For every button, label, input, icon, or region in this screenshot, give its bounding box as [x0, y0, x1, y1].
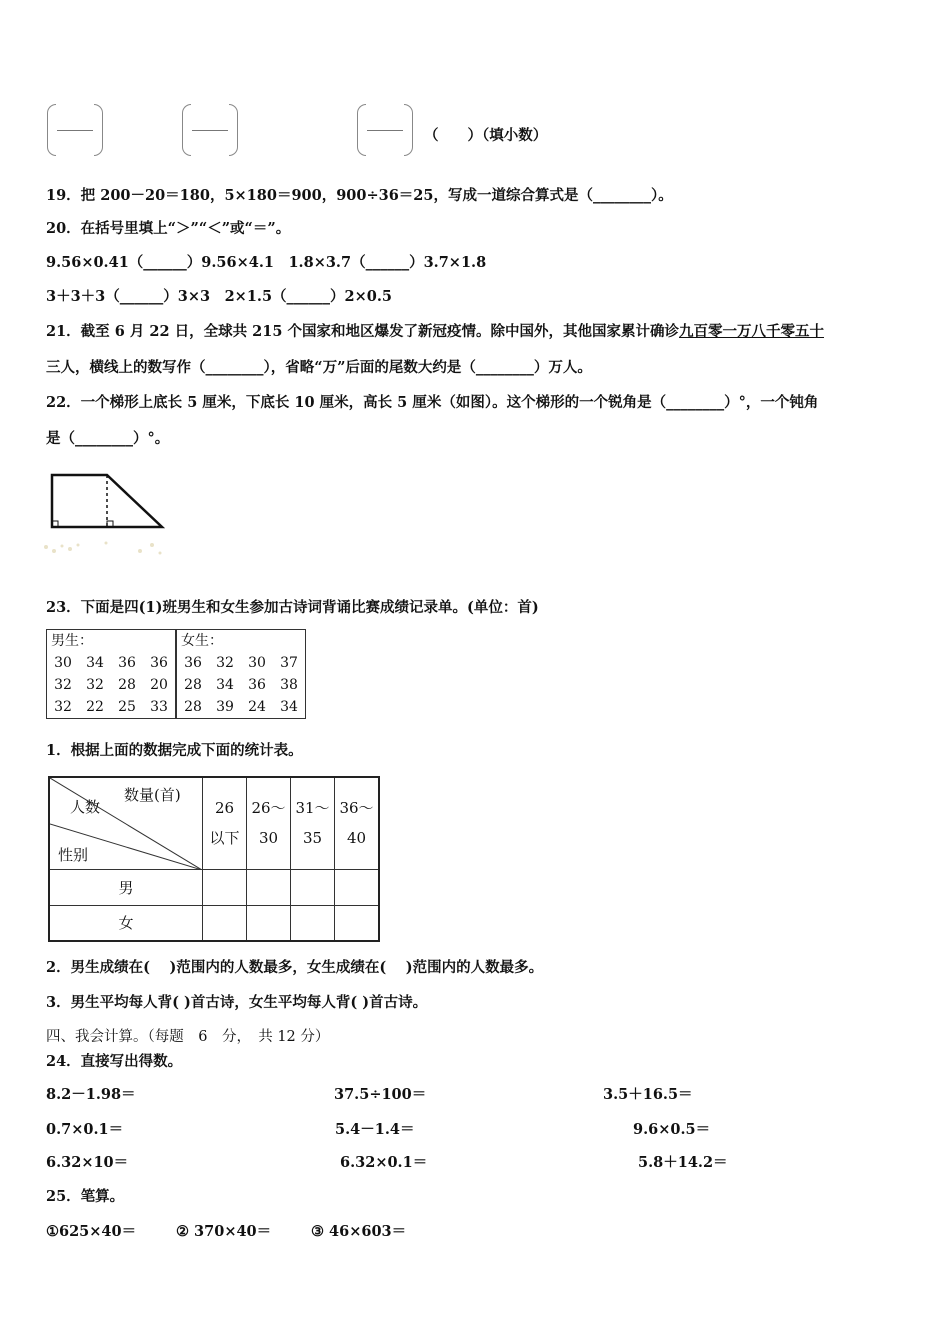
written-calc-item: ③ 46×603＝: [311, 1223, 407, 1240]
girls-label: 女生：: [176, 630, 306, 653]
girl-score: 34: [273, 696, 306, 719]
q20-title: 20．在括号里填上“＞”“＜”或“＝”。: [46, 220, 291, 237]
q23-sub1: 1．根据上面的数据完成下面的统计表。: [46, 742, 303, 759]
boy-score: 34: [86, 655, 104, 671]
written-calc-item: ② 370×40＝: [176, 1223, 272, 1240]
q20-line1: 9.56×0.41（______）9.56×4.1 1.8×3.7（______）3.7×1.8: [46, 254, 487, 271]
boy-score: 33: [143, 696, 176, 719]
answer-cell[interactable]: [291, 905, 335, 941]
calc-item: 6.32×0.1＝: [340, 1154, 428, 1171]
column-header: 26 以下: [203, 777, 247, 869]
calc-item: 8.2－1.98＝: [46, 1086, 136, 1103]
girl-score: 34: [216, 677, 234, 693]
q18-tail: （ ）（填小数）: [424, 127, 548, 144]
answer-cell[interactable]: [335, 905, 380, 941]
answer-cell[interactable]: [247, 905, 291, 941]
q21-line2: 三人，横线上的数写作（________），省略“万”后面的尾数大约是（________）万人。: [46, 359, 592, 376]
boy-score: 32: [47, 696, 80, 719]
column-header: 31～ 35: [291, 777, 335, 869]
boy-score: 32: [86, 677, 104, 693]
column-header: 36～ 40: [335, 777, 380, 869]
boy-score: 36: [118, 655, 136, 671]
row-label-male: 男: [49, 869, 203, 905]
boy-score: 20: [143, 674, 176, 696]
girl-score: 37: [273, 652, 306, 674]
diagonal-header-cell: [49, 777, 203, 869]
row-label-female: 女: [49, 905, 203, 941]
column-header: 26～ 30: [247, 777, 291, 869]
q24-title: 24．直接写出得数。: [46, 1053, 183, 1070]
score-record-table: [46, 629, 306, 719]
answer-cell[interactable]: [203, 905, 247, 941]
boys-label: 男生：: [47, 630, 177, 653]
section-four-title: 四、我会计算。（每题 6 分， 共 12 分）: [46, 1029, 330, 1045]
calc-item: 37.5÷100＝: [334, 1086, 427, 1103]
girl-score: 30: [248, 655, 266, 671]
corner-label-gender: 性别: [58, 846, 89, 864]
calc-item: 5.8＋14.2＝: [638, 1154, 728, 1171]
q23-title: 23．下面是四(1)班男生和女生参加古诗词背诵比赛成绩记录单。(单位：首): [46, 599, 539, 616]
calc-item: 5.4－1.4＝: [335, 1121, 415, 1138]
answer-cell[interactable]: [247, 869, 291, 905]
q21-line1: [46, 322, 824, 342]
answer-cell[interactable]: [203, 869, 247, 905]
boy-score: 36: [143, 652, 176, 674]
q19-text: 19．把 200－20＝180，5×180＝900，900÷36＝25，写成一道综合算式是（________）。: [46, 187, 673, 204]
calc-item: 9.6×0.5＝: [633, 1121, 711, 1138]
q22-line2: 是（________）°。: [46, 430, 170, 447]
girl-score: 39: [209, 696, 241, 719]
boy-score: 28: [118, 677, 136, 693]
girl-score: 28: [184, 677, 202, 693]
calc-item: 3.5＋16.5＝: [603, 1086, 693, 1103]
girl-score: 36: [184, 655, 202, 671]
answer-cell[interactable]: [291, 869, 335, 905]
fraction-blank-1: [47, 104, 103, 156]
q23-sub3: 3．男生平均每人背( )首古诗，女生平均每人背( )首古诗。: [46, 994, 428, 1011]
fraction-blank-2: [182, 104, 238, 156]
girl-score: 28: [176, 696, 209, 719]
calc-item: 0.7×0.1＝: [46, 1121, 124, 1138]
q23-sub2: 2．男生成绩在( )范围内的人数最多，女生成绩在( )范围内的人数最多。: [46, 959, 544, 976]
q21-line1-text: 21．截至 6 月 22 日，全球共 215 个国家和地区爆发了新冠疫情。除中国外，其他国家累计确诊: [46, 323, 679, 340]
statistics-table: [48, 776, 380, 942]
answer-cell[interactable]: [335, 869, 380, 905]
q21-underlined-number: 九百零一万八千零五十: [679, 323, 824, 340]
boy-score: 30: [47, 652, 80, 674]
corner-label-quantity: 数量(首): [124, 786, 181, 804]
q20-line2: 3＋3＋3（______）3×3 2×1.5（______）2×0.5: [46, 288, 393, 305]
boy-score: 25: [111, 696, 143, 719]
trapezoid-figure: [40, 465, 180, 565]
boy-score: 22: [79, 696, 111, 719]
written-calc-item: ①625×40＝: [46, 1223, 137, 1240]
corner-label-people: 人数: [70, 798, 101, 816]
girl-score: 36: [248, 677, 266, 693]
fraction-blank-3: [357, 104, 413, 156]
boy-score: 32: [47, 674, 80, 696]
q25-title: 25．笔算。: [46, 1188, 125, 1205]
decorative-dots: [44, 542, 162, 555]
calc-item: 6.32×10＝: [46, 1154, 129, 1171]
q22-line1: 22．一个梯形上底长 5 厘米，下底长 10 厘米，高长 5 厘米（如图）。这个梯形的一个锐角是（________）°，一个钝角: [46, 394, 819, 411]
girl-score: 24: [241, 696, 273, 719]
girl-score: 38: [273, 674, 306, 696]
girl-score: 32: [216, 655, 234, 671]
